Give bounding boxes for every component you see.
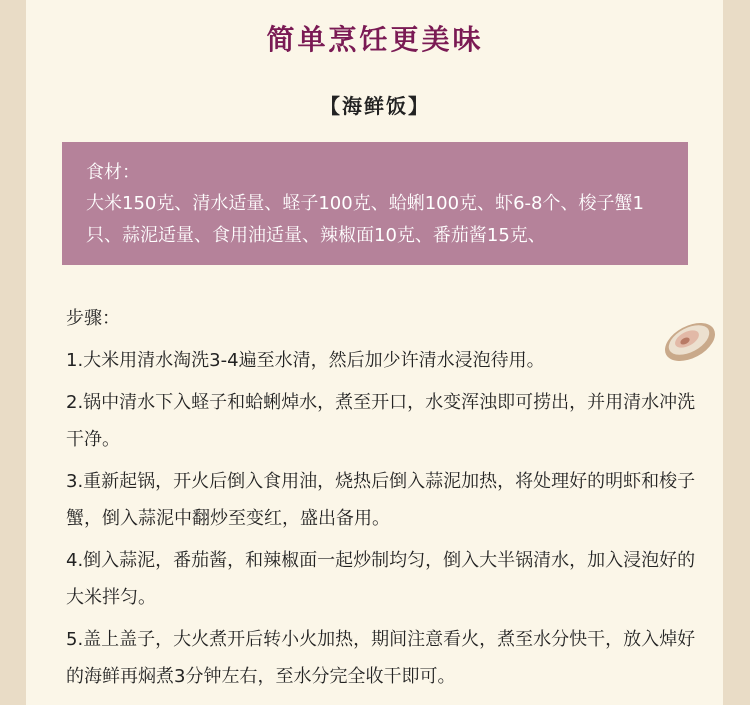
- steps-heading: 步骤：: [66, 308, 120, 329]
- step-item: 3.重新起锅，开火后倒入食用油，烧热后倒入蒜泥加热，将处理好的明虾和梭子蟹，倒入蒜泥中翻炒至变红，盛出备用。: [66, 471, 696, 529]
- recipe-name: 【海鲜饭】: [320, 94, 430, 118]
- steps-section: [66, 304, 696, 700]
- step-item: 4.倒入蒜泥，番茄酱，和辣椒面一起炒制均匀，倒入大半锅清水，加入浸泡好的大米拌匀。: [66, 550, 696, 608]
- step-item: 5.盖上盖子，大火煮开后转小火加热，期间注意看火，煮至水分快干，放入焯好的海鲜再焖煮3分钟左右，至水分完全收干即可。: [66, 629, 696, 687]
- ingredients-heading: 食材：: [86, 162, 140, 183]
- ingredients-box: [62, 142, 688, 265]
- clam-shell-icon: [656, 306, 722, 366]
- ingredients-text: 大米150克、清水适量、蛏子100克、蛤蜊100克、虾6-8个、梭子蟹1只、蒜泥适量、食用油适量、辣椒面10克、番茄酱15克、: [86, 193, 644, 246]
- step-item: 2.锅中清水下入蛏子和蛤蜊焯水，煮至开口，水变浑浊即可捞出，并用清水冲洗干净。: [66, 392, 696, 450]
- page-title: 简单烹饪更美味: [266, 23, 484, 56]
- step-item: 1.大米用清水淘洗3-4遍至水清，然后加少许清水浸泡待用。: [66, 350, 545, 371]
